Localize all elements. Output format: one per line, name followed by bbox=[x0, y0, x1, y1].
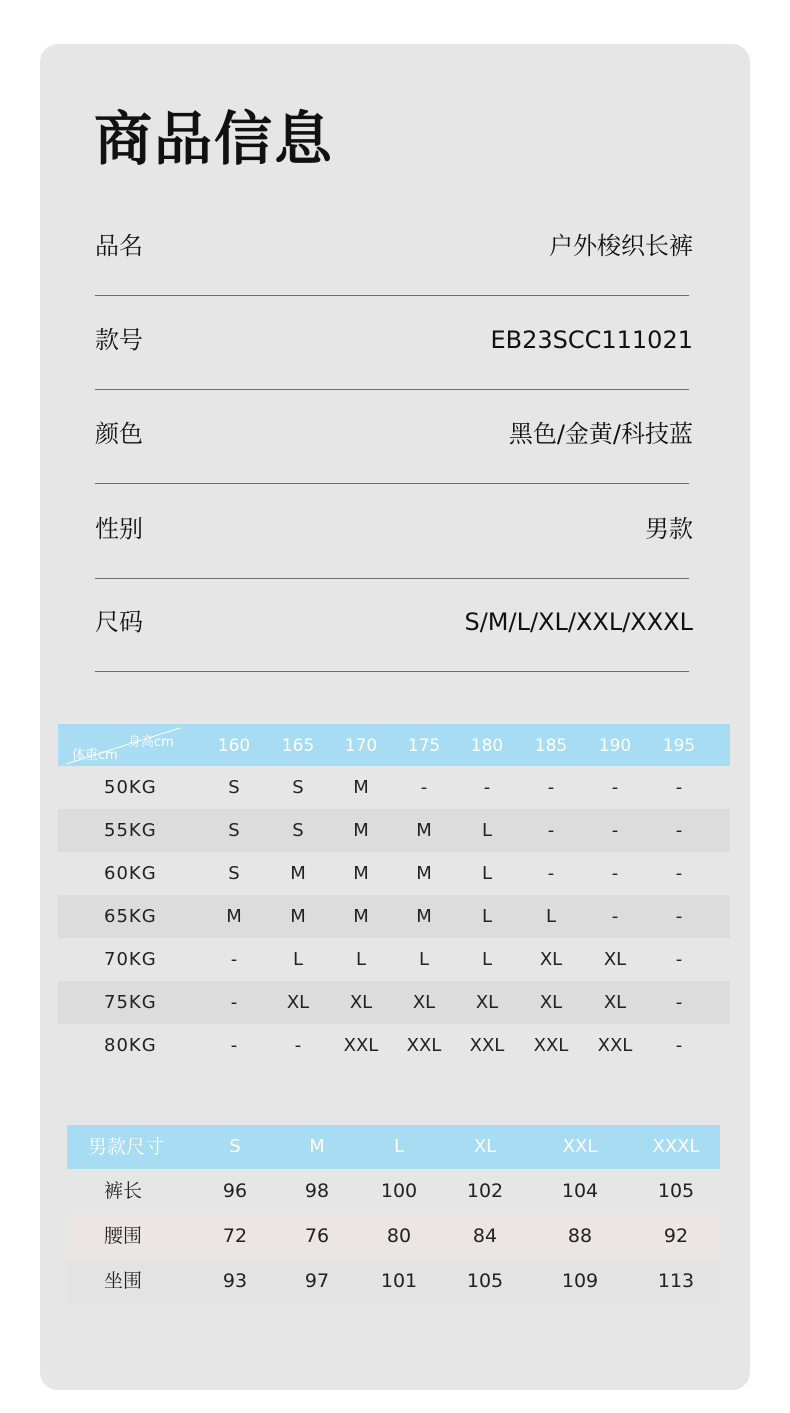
info-row bbox=[95, 605, 693, 655]
size-cell: L bbox=[481, 863, 493, 884]
size-cell: M bbox=[353, 906, 369, 927]
size-cell: S bbox=[228, 820, 240, 841]
size-cell: L bbox=[292, 949, 304, 970]
size-cell: S bbox=[292, 820, 304, 841]
measurement-value: 96 bbox=[222, 1180, 248, 1202]
info-row bbox=[95, 512, 693, 562]
size-cell: XL bbox=[286, 992, 310, 1013]
size-cell: M bbox=[353, 777, 369, 798]
measurement-value: 84 bbox=[472, 1225, 498, 1247]
size-cell: L bbox=[481, 820, 493, 841]
height-weight-size-chart bbox=[58, 724, 730, 1115]
height-column-header: 175 bbox=[407, 736, 441, 756]
height-header-row bbox=[58, 724, 730, 766]
size-cell: M bbox=[290, 863, 306, 884]
size-column-header: S bbox=[229, 1136, 241, 1157]
weight-label: 70KG bbox=[104, 949, 157, 970]
size-cell: - bbox=[675, 906, 683, 927]
size-cell: - bbox=[675, 777, 683, 798]
measurement-value: 76 bbox=[304, 1225, 330, 1247]
info-label: 颜色 bbox=[95, 420, 143, 448]
size-cell: S bbox=[228, 863, 240, 884]
size-cell: S bbox=[228, 777, 240, 798]
measurement-value: 102 bbox=[466, 1180, 504, 1202]
measurement-label: 腰围 bbox=[104, 1225, 143, 1247]
weight-row bbox=[58, 981, 730, 1024]
size-cell: - bbox=[547, 863, 555, 884]
measurement-value: 109 bbox=[561, 1270, 599, 1292]
height-column-header: 185 bbox=[534, 736, 568, 756]
info-value: EB23SCC111021 bbox=[490, 326, 693, 354]
size-cell: XXL bbox=[469, 1035, 505, 1056]
measurement-value: 105 bbox=[466, 1270, 504, 1292]
size-cell: M bbox=[416, 906, 432, 927]
size-cell: L bbox=[355, 949, 367, 970]
size-cell: - bbox=[483, 777, 491, 798]
info-value: 户外梭织长裤 bbox=[549, 232, 693, 260]
info-value: 男款 bbox=[645, 515, 693, 543]
size-header-row bbox=[67, 1125, 720, 1169]
size-cell: XXL bbox=[533, 1035, 569, 1056]
height-axis-label: 身高cm bbox=[128, 735, 174, 750]
size-cell: - bbox=[675, 820, 683, 841]
info-row bbox=[95, 417, 693, 467]
size-cell: - bbox=[230, 992, 238, 1013]
measurement-value: 98 bbox=[304, 1180, 330, 1202]
size-cell: XL bbox=[412, 992, 436, 1013]
size-cell: XL bbox=[349, 992, 373, 1013]
size-cell: - bbox=[547, 820, 555, 841]
row-divider bbox=[95, 295, 689, 296]
weight-label: 75KG bbox=[104, 992, 157, 1013]
size-column-header: XL bbox=[473, 1136, 497, 1157]
row-divider bbox=[95, 578, 689, 579]
size-cell: M bbox=[416, 820, 432, 841]
size-cell: - bbox=[611, 863, 619, 884]
size-cell: XL bbox=[539, 949, 563, 970]
size-cell: L bbox=[418, 949, 430, 970]
size-cell: XL bbox=[603, 949, 627, 970]
size-cell: - bbox=[675, 949, 683, 970]
measurement-value: 80 bbox=[386, 1225, 412, 1247]
size-cell: - bbox=[230, 1035, 238, 1056]
size-cell: M bbox=[226, 906, 242, 927]
weight-row bbox=[58, 809, 730, 852]
size-cell: L bbox=[481, 949, 493, 970]
measurement-value: 104 bbox=[561, 1180, 599, 1202]
measurement-value: 97 bbox=[304, 1270, 330, 1292]
measurement-label: 坐围 bbox=[104, 1270, 143, 1292]
weight-row bbox=[58, 938, 730, 981]
height-column-header: 165 bbox=[281, 736, 315, 756]
height-column-header: 195 bbox=[662, 736, 696, 756]
size-cell: M bbox=[353, 820, 369, 841]
size-cell: M bbox=[290, 906, 306, 927]
measurement-value: 88 bbox=[567, 1225, 593, 1247]
size-cell: - bbox=[611, 906, 619, 927]
height-column-header: 190 bbox=[598, 736, 632, 756]
measurement-row bbox=[67, 1214, 720, 1259]
weight-label: 60KG bbox=[104, 863, 157, 884]
info-label: 款号 bbox=[95, 326, 143, 354]
info-value: 黑色/金黄/科技蓝 bbox=[508, 420, 693, 448]
weight-label: 65KG bbox=[104, 906, 157, 927]
size-cell: - bbox=[230, 949, 238, 970]
size-cell: XXL bbox=[343, 1035, 379, 1056]
measurement-value: 105 bbox=[657, 1180, 695, 1202]
size-cell: XL bbox=[539, 992, 563, 1013]
size-cell: L bbox=[481, 906, 493, 927]
size-cell: XXL bbox=[597, 1035, 633, 1056]
size-column-header: L bbox=[393, 1136, 405, 1157]
info-value: S/M/L/XL/XXL/XXXL bbox=[464, 608, 693, 636]
page-title: 商品信息 bbox=[94, 105, 335, 173]
size-cell: - bbox=[611, 820, 619, 841]
size-cell: - bbox=[611, 777, 619, 798]
size-cell: S bbox=[292, 777, 304, 798]
size-column-header: XXL bbox=[562, 1136, 598, 1157]
weight-axis-label: 体重cm bbox=[72, 748, 118, 763]
measurement-value: 92 bbox=[663, 1225, 689, 1247]
size-cell: XL bbox=[475, 992, 499, 1013]
size-column-header: M bbox=[309, 1136, 325, 1157]
measurement-value: 72 bbox=[222, 1225, 248, 1247]
size-cell: - bbox=[420, 777, 428, 798]
info-label: 品名 bbox=[95, 232, 143, 260]
height-column-header: 170 bbox=[344, 736, 378, 756]
size-cell: XL bbox=[603, 992, 627, 1013]
height-column-header: 180 bbox=[470, 736, 504, 756]
weight-label: 55KG bbox=[104, 820, 157, 841]
size-cell: - bbox=[675, 992, 683, 1013]
weight-row bbox=[58, 1024, 730, 1067]
measurement-row bbox=[67, 1259, 720, 1304]
info-row bbox=[95, 229, 693, 279]
info-label: 尺码 bbox=[95, 608, 143, 636]
weight-label: 80KG bbox=[104, 1035, 157, 1056]
measurement-size-chart bbox=[67, 1125, 720, 1304]
measurement-value: 101 bbox=[380, 1270, 418, 1292]
row-divider bbox=[95, 671, 689, 672]
measurement-label: 裤长 bbox=[104, 1180, 143, 1202]
size-cell: - bbox=[294, 1035, 302, 1056]
size-cell: XXL bbox=[406, 1035, 442, 1056]
chart-footer-space bbox=[58, 1067, 730, 1115]
size-column-header: XXXL bbox=[652, 1136, 700, 1157]
corner-header-cell bbox=[58, 724, 182, 766]
weight-label: 50KG bbox=[104, 777, 157, 798]
measurement-row bbox=[67, 1169, 720, 1214]
size-cell: M bbox=[416, 863, 432, 884]
weight-row bbox=[58, 852, 730, 895]
info-label: 性别 bbox=[95, 515, 143, 543]
row-divider bbox=[95, 483, 689, 484]
size-cell: - bbox=[675, 1035, 683, 1056]
size-cell: - bbox=[547, 777, 555, 798]
measurement-value: 93 bbox=[222, 1270, 248, 1292]
weight-row bbox=[58, 895, 730, 938]
size-cell: - bbox=[675, 863, 683, 884]
info-row bbox=[95, 323, 693, 373]
weight-row bbox=[58, 766, 730, 809]
row-divider bbox=[95, 389, 689, 390]
measurement-value: 100 bbox=[380, 1180, 418, 1202]
size-cell: M bbox=[353, 863, 369, 884]
measurement-value: 113 bbox=[657, 1270, 695, 1292]
size-header-label: 男款尺寸 bbox=[88, 1136, 165, 1158]
size-cell: L bbox=[545, 906, 557, 927]
height-column-header: 160 bbox=[217, 736, 251, 756]
